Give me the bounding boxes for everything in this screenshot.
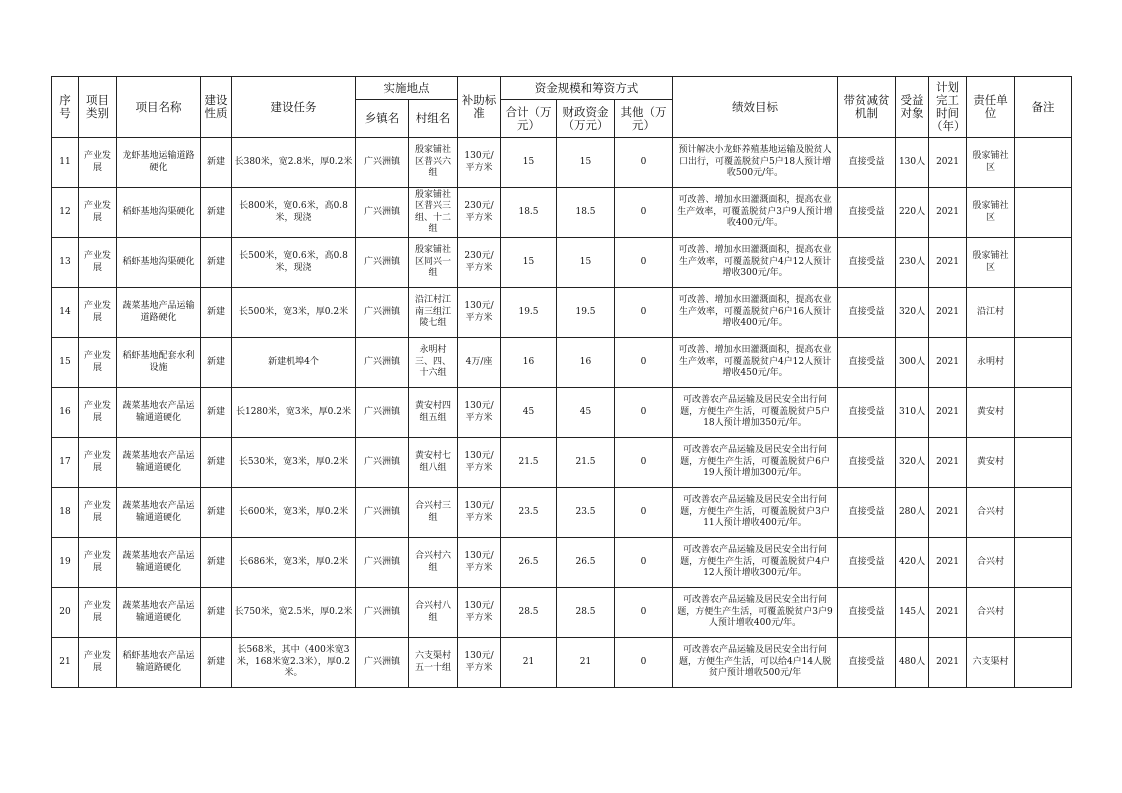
cell-note bbox=[1015, 488, 1072, 538]
cell-goal: 可改善农产品运输及居民安全出行问题，方便生产生活，可覆盖脱贫户5户18人预计增加350元/年。 bbox=[673, 388, 838, 438]
header-town: 乡镇名 bbox=[356, 100, 409, 138]
cell-year: 2021 bbox=[929, 138, 967, 188]
cell-year: 2021 bbox=[929, 438, 967, 488]
cell-seq: 13 bbox=[52, 238, 79, 288]
cell-nature: 新建 bbox=[201, 538, 232, 588]
cell-fiscal: 15 bbox=[557, 238, 615, 288]
cell-total: 18.5 bbox=[501, 188, 557, 238]
cell-nature: 新建 bbox=[201, 638, 232, 688]
cell-other: 0 bbox=[615, 438, 673, 488]
cell-village: 合兴村三组 bbox=[409, 488, 458, 538]
cell-seq: 15 bbox=[52, 338, 79, 388]
cell-town: 广兴洲镇 bbox=[356, 338, 409, 388]
cell-subsidy: 130元/平方米 bbox=[458, 488, 501, 538]
cell-subsidy: 4万/座 bbox=[458, 338, 501, 388]
cell-beneficiaries: 310人 bbox=[896, 388, 929, 438]
cell-mechanism: 直接受益 bbox=[838, 338, 896, 388]
cell-year: 2021 bbox=[929, 488, 967, 538]
cell-task: 长568米，其中（400米宽3米，168米宽2.3米），厚0.2米。 bbox=[232, 638, 356, 688]
cell-other: 0 bbox=[615, 338, 673, 388]
cell-goal: 可改善、增加水田灌溉面积，提高农业生产效率，可覆盖脱贫户4户12人预计增收450元/年。 bbox=[673, 338, 838, 388]
cell-subsidy: 130元/平方米 bbox=[458, 138, 501, 188]
cell-subsidy: 230元/平方米 bbox=[458, 238, 501, 288]
header-unit: 责任单位 bbox=[967, 77, 1015, 138]
cell-total: 19.5 bbox=[501, 288, 557, 338]
cell-goal: 可改善、增加水田灌溉面积，提高农业生产效率，可覆盖脱贫户6户16人预计增收400元/年。 bbox=[673, 288, 838, 338]
table-row bbox=[52, 238, 1072, 288]
cell-nature: 新建 bbox=[201, 588, 232, 638]
cell-year: 2021 bbox=[929, 588, 967, 638]
cell-subsidy: 230元/平方米 bbox=[458, 188, 501, 238]
cell-category: 产业发展 bbox=[79, 138, 117, 188]
project-table bbox=[51, 76, 1072, 688]
cell-goal: 可改善农产品运输及居民安全出行问题，方便生产生活，可以给4户14人脱贫户预计增收500元/年 bbox=[673, 638, 838, 688]
cell-note bbox=[1015, 638, 1072, 688]
header-total: 合计（万元） bbox=[501, 100, 557, 138]
cell-task: 长1280米，宽3米，厚0.2米 bbox=[232, 388, 356, 438]
table-row bbox=[52, 288, 1072, 338]
cell-task: 长600米，宽3米，厚0.2米 bbox=[232, 488, 356, 538]
cell-category: 产业发展 bbox=[79, 588, 117, 638]
cell-year: 2021 bbox=[929, 538, 967, 588]
cell-town: 广兴洲镇 bbox=[356, 238, 409, 288]
cell-note bbox=[1015, 588, 1072, 638]
cell-seq: 17 bbox=[52, 438, 79, 488]
header-other: 其他（万元） bbox=[615, 100, 673, 138]
cell-category: 产业发展 bbox=[79, 388, 117, 438]
cell-fiscal: 21.5 bbox=[557, 438, 615, 488]
cell-fiscal: 21 bbox=[557, 638, 615, 688]
cell-unit: 黄安村 bbox=[967, 438, 1015, 488]
cell-task: 长750米，宽2.5米，厚0.2米 bbox=[232, 588, 356, 638]
header-village: 村组名 bbox=[409, 100, 458, 138]
cell-total: 21 bbox=[501, 638, 557, 688]
cell-unit: 合兴村 bbox=[967, 538, 1015, 588]
cell-fiscal: 19.5 bbox=[557, 288, 615, 338]
cell-unit: 沿江村 bbox=[967, 288, 1015, 338]
cell-note bbox=[1015, 288, 1072, 338]
cell-other: 0 bbox=[615, 538, 673, 588]
cell-category: 产业发展 bbox=[79, 188, 117, 238]
cell-seq: 16 bbox=[52, 388, 79, 438]
cell-unit: 永明村 bbox=[967, 338, 1015, 388]
header-category: 项目类别 bbox=[79, 77, 117, 138]
table-row bbox=[52, 538, 1072, 588]
cell-beneficiaries: 320人 bbox=[896, 438, 929, 488]
cell-goal: 预计解决小龙虾养殖基地运输及脱贫人口出行，可覆盖脱贫户5户18人预计增收500元/年。 bbox=[673, 138, 838, 188]
cell-seq: 14 bbox=[52, 288, 79, 338]
cell-total: 16 bbox=[501, 338, 557, 388]
cell-town: 广兴洲镇 bbox=[356, 638, 409, 688]
cell-fiscal: 15 bbox=[557, 138, 615, 188]
header-note: 备注 bbox=[1015, 77, 1072, 138]
cell-task: 长500米，宽0.6米，高0.8米，现浇 bbox=[232, 238, 356, 288]
cell-seq: 21 bbox=[52, 638, 79, 688]
cell-total: 26.5 bbox=[501, 538, 557, 588]
table-row bbox=[52, 388, 1072, 438]
cell-fiscal: 28.5 bbox=[557, 588, 615, 638]
cell-note bbox=[1015, 338, 1072, 388]
header-location: 实施地点 bbox=[356, 77, 458, 100]
cell-other: 0 bbox=[615, 488, 673, 538]
cell-mechanism: 直接受益 bbox=[838, 488, 896, 538]
cell-goal: 可改善、增加水田灌溉面积，提高农业生产效率，可覆盖脱贫户3户9人预计增收400元/年。 bbox=[673, 188, 838, 238]
cell-total: 45 bbox=[501, 388, 557, 438]
cell-category: 产业发展 bbox=[79, 338, 117, 388]
cell-nature: 新建 bbox=[201, 438, 232, 488]
cell-village: 殷家铺社区普兴六组 bbox=[409, 138, 458, 188]
header-task: 建设任务 bbox=[232, 77, 356, 138]
header-year: 计划完工时间（年） bbox=[929, 77, 967, 138]
header-name: 项目名称 bbox=[117, 77, 201, 138]
header-funding: 资金规模和筹资方式 bbox=[501, 77, 673, 100]
cell-total: 23.5 bbox=[501, 488, 557, 538]
cell-mechanism: 直接受益 bbox=[838, 638, 896, 688]
cell-goal: 可改善农产品运输及居民安全出行问题，方便生产生活，可覆盖脱贫户3户11人预计增收400元/年。 bbox=[673, 488, 838, 538]
cell-unit: 合兴村 bbox=[967, 588, 1015, 638]
header-beneficiaries: 受益对象 bbox=[896, 77, 929, 138]
header-mechanism: 带贫减贫机制 bbox=[838, 77, 896, 138]
cell-note bbox=[1015, 388, 1072, 438]
cell-subsidy: 130元/平方米 bbox=[458, 438, 501, 488]
cell-fiscal: 16 bbox=[557, 338, 615, 388]
cell-task: 长530米，宽3米，厚0.2米 bbox=[232, 438, 356, 488]
cell-name: 蔬菜基地农产品运输通道硬化 bbox=[117, 388, 201, 438]
cell-nature: 新建 bbox=[201, 488, 232, 538]
cell-town: 广兴洲镇 bbox=[356, 288, 409, 338]
cell-subsidy: 130元/平方米 bbox=[458, 588, 501, 638]
table-row bbox=[52, 488, 1072, 538]
cell-unit: 殷家铺社区 bbox=[967, 238, 1015, 288]
cell-subsidy: 130元/平方米 bbox=[458, 288, 501, 338]
cell-beneficiaries: 130人 bbox=[896, 138, 929, 188]
cell-note bbox=[1015, 538, 1072, 588]
cell-name: 稻虾基地沟渠硬化 bbox=[117, 238, 201, 288]
cell-other: 0 bbox=[615, 388, 673, 438]
header-seq: 序号 bbox=[52, 77, 79, 138]
cell-name: 蔬菜基地农产品运输通道硬化 bbox=[117, 488, 201, 538]
cell-year: 2021 bbox=[929, 388, 967, 438]
cell-unit: 殷家铺社区 bbox=[967, 138, 1015, 188]
cell-beneficiaries: 320人 bbox=[896, 288, 929, 338]
cell-other: 0 bbox=[615, 288, 673, 338]
cell-year: 2021 bbox=[929, 288, 967, 338]
cell-year: 2021 bbox=[929, 188, 967, 238]
cell-town: 广兴洲镇 bbox=[356, 188, 409, 238]
cell-fiscal: 26.5 bbox=[557, 538, 615, 588]
cell-village: 黄安村七组八组 bbox=[409, 438, 458, 488]
cell-category: 产业发展 bbox=[79, 488, 117, 538]
cell-seq: 11 bbox=[52, 138, 79, 188]
cell-category: 产业发展 bbox=[79, 638, 117, 688]
cell-mechanism: 直接受益 bbox=[838, 538, 896, 588]
cell-beneficiaries: 300人 bbox=[896, 338, 929, 388]
cell-town: 广兴洲镇 bbox=[356, 538, 409, 588]
cell-village: 殷家铺社区普兴三组、十二组 bbox=[409, 188, 458, 238]
cell-nature: 新建 bbox=[201, 388, 232, 438]
cell-other: 0 bbox=[615, 588, 673, 638]
cell-note bbox=[1015, 238, 1072, 288]
cell-task: 新建机埠4个 bbox=[232, 338, 356, 388]
cell-name: 蔬菜基地农产品运输通道硬化 bbox=[117, 438, 201, 488]
cell-mechanism: 直接受益 bbox=[838, 438, 896, 488]
cell-seq: 18 bbox=[52, 488, 79, 538]
cell-beneficiaries: 220人 bbox=[896, 188, 929, 238]
cell-unit: 殷家铺社区 bbox=[967, 188, 1015, 238]
cell-subsidy: 130元/平方米 bbox=[458, 638, 501, 688]
cell-mechanism: 直接受益 bbox=[838, 138, 896, 188]
cell-total: 28.5 bbox=[501, 588, 557, 638]
cell-beneficiaries: 420人 bbox=[896, 538, 929, 588]
cell-nature: 新建 bbox=[201, 238, 232, 288]
cell-fiscal: 45 bbox=[557, 388, 615, 438]
cell-nature: 新建 bbox=[201, 138, 232, 188]
cell-seq: 12 bbox=[52, 188, 79, 238]
header-goal: 绩效目标 bbox=[673, 77, 838, 138]
cell-nature: 新建 bbox=[201, 188, 232, 238]
cell-beneficiaries: 480人 bbox=[896, 638, 929, 688]
cell-seq: 20 bbox=[52, 588, 79, 638]
cell-year: 2021 bbox=[929, 338, 967, 388]
cell-beneficiaries: 145人 bbox=[896, 588, 929, 638]
cell-category: 产业发展 bbox=[79, 438, 117, 488]
cell-village: 殷家铺社区同兴一组 bbox=[409, 238, 458, 288]
header-subsidy: 补助标准 bbox=[458, 77, 501, 138]
table-row bbox=[52, 438, 1072, 488]
cell-mechanism: 直接受益 bbox=[838, 238, 896, 288]
cell-category: 产业发展 bbox=[79, 538, 117, 588]
cell-town: 广兴洲镇 bbox=[356, 438, 409, 488]
cell-other: 0 bbox=[615, 238, 673, 288]
cell-name: 蔬菜基地农产品运输通道硬化 bbox=[117, 538, 201, 588]
cell-total: 15 bbox=[501, 138, 557, 188]
cell-name: 稻虾基地配套水利设施 bbox=[117, 338, 201, 388]
cell-beneficiaries: 280人 bbox=[896, 488, 929, 538]
cell-note bbox=[1015, 138, 1072, 188]
cell-note bbox=[1015, 438, 1072, 488]
cell-subsidy: 130元/平方米 bbox=[458, 538, 501, 588]
cell-note bbox=[1015, 188, 1072, 238]
cell-goal: 可改善农产品运输及居民安全出行问题，方便生产生活，可覆盖脱贫户3户9人预计增收400元/年。 bbox=[673, 588, 838, 638]
cell-mechanism: 直接受益 bbox=[838, 388, 896, 438]
cell-beneficiaries: 230人 bbox=[896, 238, 929, 288]
cell-mechanism: 直接受益 bbox=[838, 588, 896, 638]
cell-task: 长686米，宽3米，厚0.2米 bbox=[232, 538, 356, 588]
cell-total: 15 bbox=[501, 238, 557, 288]
cell-goal: 可改善农产品运输及居民安全出行问题，方便生产生活，可覆盖脱贫户4户12人预计增收300元/年。 bbox=[673, 538, 838, 588]
table-row bbox=[52, 188, 1072, 238]
cell-other: 0 bbox=[615, 638, 673, 688]
cell-subsidy: 130元/平方米 bbox=[458, 388, 501, 438]
cell-seq: 19 bbox=[52, 538, 79, 588]
cell-task: 长500米，宽3米，厚0.2米 bbox=[232, 288, 356, 338]
cell-village: 合兴村八组 bbox=[409, 588, 458, 638]
cell-village: 沿江村江南三组江陵七组 bbox=[409, 288, 458, 338]
cell-mechanism: 直接受益 bbox=[838, 288, 896, 338]
cell-year: 2021 bbox=[929, 238, 967, 288]
table-row bbox=[52, 138, 1072, 188]
table-row bbox=[52, 638, 1072, 688]
cell-task: 长380米，宽2.8米，厚0.2米 bbox=[232, 138, 356, 188]
cell-name: 稻虾基地农产品运输道路硬化 bbox=[117, 638, 201, 688]
cell-town: 广兴洲镇 bbox=[356, 488, 409, 538]
cell-village: 永明村三、四、十六组 bbox=[409, 338, 458, 388]
header-fiscal: 财政资金（万元） bbox=[557, 100, 615, 138]
cell-category: 产业发展 bbox=[79, 288, 117, 338]
cell-fiscal: 23.5 bbox=[557, 488, 615, 538]
cell-town: 广兴洲镇 bbox=[356, 388, 409, 438]
cell-town: 广兴洲镇 bbox=[356, 138, 409, 188]
cell-name: 龙虾基地运输道路硬化 bbox=[117, 138, 201, 188]
cell-total: 21.5 bbox=[501, 438, 557, 488]
cell-other: 0 bbox=[615, 138, 673, 188]
cell-mechanism: 直接受益 bbox=[838, 188, 896, 238]
cell-town: 广兴洲镇 bbox=[356, 588, 409, 638]
cell-unit: 六支渠村 bbox=[967, 638, 1015, 688]
cell-name: 稻虾基地沟渠硬化 bbox=[117, 188, 201, 238]
cell-village: 合兴村六组 bbox=[409, 538, 458, 588]
cell-unit: 黄安村 bbox=[967, 388, 1015, 438]
cell-unit: 合兴村 bbox=[967, 488, 1015, 538]
cell-goal: 可改善、增加水田灌溉面积，提高农业生产效率，可覆盖脱贫户4户12人预计增收300元/年。 bbox=[673, 238, 838, 288]
cell-village: 六支渠村五一十组 bbox=[409, 638, 458, 688]
cell-nature: 新建 bbox=[201, 338, 232, 388]
cell-other: 0 bbox=[615, 188, 673, 238]
cell-name: 蔬菜基地农产品运输通道硬化 bbox=[117, 588, 201, 638]
cell-year: 2021 bbox=[929, 638, 967, 688]
cell-task: 长800米，宽0.6米，高0.8米，现浇 bbox=[232, 188, 356, 238]
cell-fiscal: 18.5 bbox=[557, 188, 615, 238]
cell-village: 黄安村四组五组 bbox=[409, 388, 458, 438]
table-row bbox=[52, 588, 1072, 638]
table-row bbox=[52, 338, 1072, 388]
cell-name: 蔬菜基地产品运输道路硬化 bbox=[117, 288, 201, 338]
cell-category: 产业发展 bbox=[79, 238, 117, 288]
cell-goal: 可改善农产品运输及居民安全出行问题，方便生产生活，可覆盖脱贫户6户19人预计增加300元/年。 bbox=[673, 438, 838, 488]
header-nature: 建设性质 bbox=[201, 77, 232, 138]
cell-nature: 新建 bbox=[201, 288, 232, 338]
